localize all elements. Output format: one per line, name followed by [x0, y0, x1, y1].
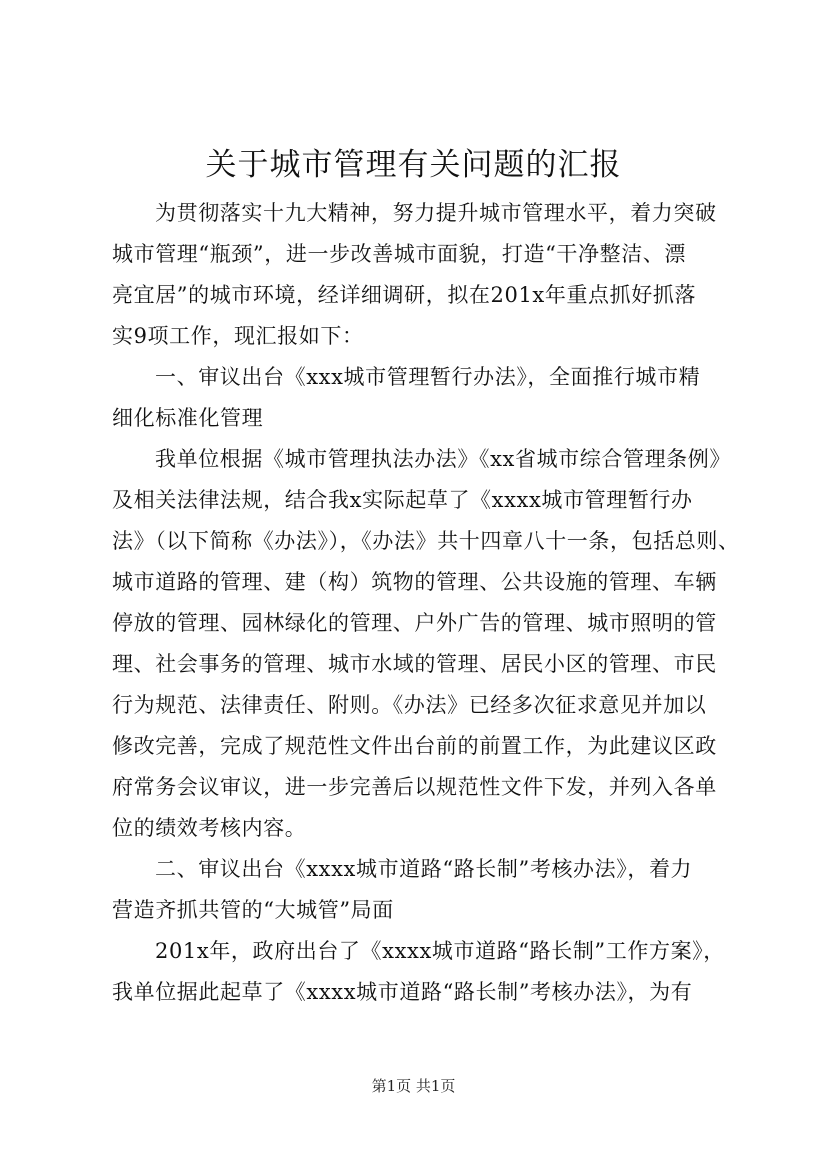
- text-line: 行为规范、法律责任、附则。《办法》已经多次征求意见并加以: [112, 693, 707, 717]
- section-heading-line: 营造齐抓共管的“大城管”局面: [112, 898, 394, 922]
- section-heading-line: 二、审议出台《xxxx城市道路“路长制”考核办法》，着力: [155, 857, 693, 881]
- text-line: 我单位据此起草了《xxxx城市道路“路长制”考核办法》，为有: [112, 980, 693, 1004]
- text-line: 修改完善，完成了规范性文件出台前的前置工作，为此建议区政: [112, 734, 717, 758]
- text-line: 及相关法律法规，结合我x实际起草了《xxxx城市管理暂行办: [112, 488, 693, 512]
- text-line: 法》（以下简称《办法》），《办法》共十四章八十一条，包括总则、: [112, 529, 740, 553]
- text-line: 停放的管理、园林绿化的管理、户外广告的管理、城市照明的管: [112, 611, 717, 635]
- text-line: 理、社会事务的管理、城市水域的管理、居民小区的管理、市民: [112, 652, 717, 676]
- text-line: 城市管理“瓶颈”，进一步改善城市面貌，打造“干净整洁、漂: [112, 242, 687, 266]
- text-line: 位的绩效考核内容。: [112, 816, 307, 840]
- text-line: 城市道路的管理、建（构）筑物的管理、公共设施的管理、车辆: [112, 570, 717, 594]
- document-title: 关于城市管理有关问题的汇报: [205, 147, 622, 183]
- section-heading-line: 一、审议出台《xxx城市管理暂行办法》，全面推行城市精: [155, 365, 701, 389]
- text-line: 亮宜居”的城市环境，经详细调研，拟在201x年重点抓好抓落: [112, 283, 697, 307]
- page-footer: 第1页 共1页: [371, 1077, 456, 1095]
- section-heading-line: 细化标准化管理: [112, 406, 264, 430]
- text-line: 府常务会议审议，进一步完善后以规范性文件下发，并列入各单: [112, 775, 717, 799]
- text-line: 为贯彻落实十九大精神，努力提升城市管理水平，着力突破: [155, 201, 717, 225]
- text-line: 201x年，政府出台了《xxxx城市道路“路长制”工作方案》，: [155, 939, 725, 963]
- document-body: [112, 193, 752, 1013]
- text-line: 实9项工作，现汇报如下：: [112, 324, 364, 348]
- text-line: 我单位根据《城市管理执法办法》《xx省城市综合管理条例》: [155, 447, 731, 471]
